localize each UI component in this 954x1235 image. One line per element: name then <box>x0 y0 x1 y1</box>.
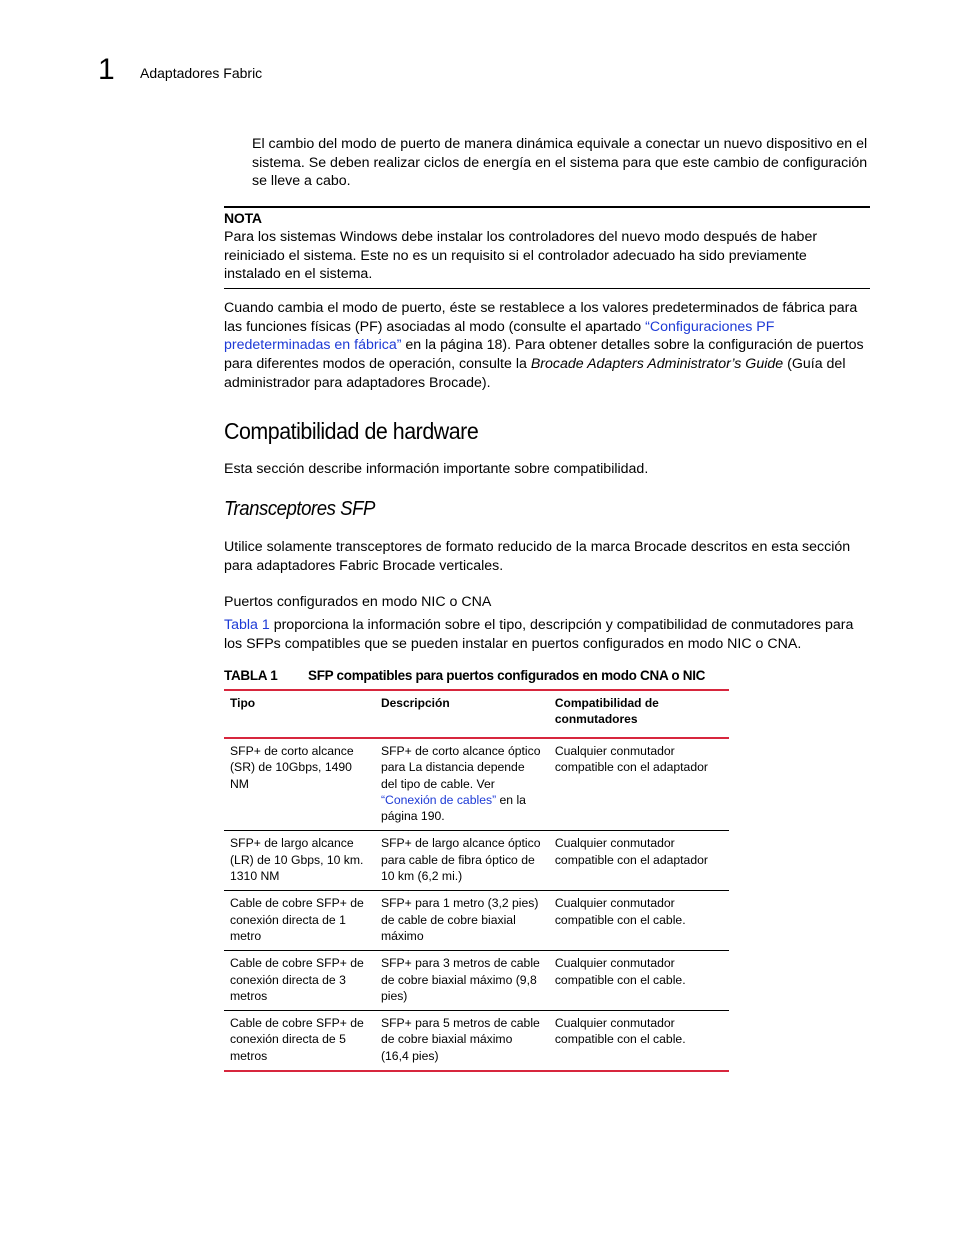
section-heading: Compatibilidad de hardware <box>224 418 479 444</box>
section-intro: Esta sección describe información importante sobre compatibilidad. <box>224 461 649 477</box>
cell-descripcion: SFP+ de largo alcance óptico para cable de fibra óptico de 10 km (6,2 mi.) <box>375 831 549 891</box>
cell-descripcion: SFP+ para 3 metros de cable de cobre biaxial máximo (9,8 pies) <box>375 951 549 1011</box>
para-text: en la página 18). Para obtener detalles sobre la configuración de puertos para diferentes modos de operación, consulte la <box>224 337 864 373</box>
subsubsection-heading: Puertos configurados en modo NIC o CNA <box>224 594 492 610</box>
cable-connection-link[interactable]: “Conexión de cables” <box>380 792 497 807</box>
cell-descripcion: SFP+ para 1 metro (3,2 pies) de cable de cobre biaxial máximo <box>375 891 549 951</box>
port-mode-paragraph <box>224 299 874 393</box>
para-text: Cuando cambia el modo de puerto, éste se restablece a los valores predeterminados de fábrica para las funciones físicas (PF) asociadas al modo (consulte el apartado <box>224 300 858 335</box>
column-header-tipo: Tipo <box>224 690 375 738</box>
cell-descripcion: SFP+ para 5 metros de cable de cobre biaxial máximo (16,4 pies) <box>375 1011 549 1071</box>
note-label: NOTA <box>224 210 262 226</box>
column-header-compatibilidad: Compatibilidad de conmutadores <box>549 690 729 738</box>
table-caption-title: SFP compatibles para puertos configurados en modo CNA o NIC <box>308 668 706 683</box>
note-text: Para los sistemas Windows debe instalar los controladores del nuevo modo después de haber reiniciado el sistema. Este no es un requisito si el controlador adecuado ha sido previamente instalado en el sistema. <box>224 229 818 283</box>
chapter-title: Adaptadores Fabric <box>140 65 263 81</box>
column-header-descripcion: Descripción <box>375 690 549 738</box>
chapter-number: 1 <box>98 53 115 86</box>
cell-compatibilidad: Cualquier conmutador compatible con el adaptador <box>549 831 729 891</box>
table-row <box>224 951 729 1011</box>
table-caption <box>224 668 705 683</box>
cell-tipo: SFP+ de largo alcance (LR) de 10 Gbps, 10 km. 1310 NM <box>224 831 375 891</box>
cell-text: en la página 190. <box>380 792 526 824</box>
cell-tipo: SFP+ de corto alcance (SR) de 10Gbps, 1490 NM <box>224 738 375 831</box>
table-reference-paragraph <box>224 616 874 653</box>
table-row <box>224 1011 729 1071</box>
table-row <box>224 891 729 951</box>
cell-compatibilidad: Cualquier conmutador compatible con el cable. <box>549 891 729 951</box>
cell-compatibilidad: Cualquier conmutador compatible con el cable. <box>549 1011 729 1071</box>
table-1-link[interactable]: Tabla 1 <box>224 617 270 633</box>
para-text: (Guía del administrador para adaptadores Brocade). <box>224 356 846 391</box>
cell-compatibilidad: Cualquier conmutador compatible con el adaptador <box>549 738 729 831</box>
table-row <box>224 738 729 831</box>
sfp-table <box>224 689 729 1072</box>
subsection-intro: Utilice solamente transceptores de formato reducido de la marca Brocade descritos en esta sección para adaptadores Fabric Brocade verticales. <box>224 539 851 574</box>
note-top-rule <box>224 206 870 208</box>
subsection-heading: Transceptores SFP <box>224 498 375 520</box>
table-row <box>224 831 729 891</box>
cell-tipo: Cable de cobre SFP+ de conexión directa de 5 metros <box>224 1011 375 1071</box>
table-caption-number: TABLA 1 <box>224 668 278 683</box>
cell-tipo: Cable de cobre SFP+ de conexión directa de 1 metro <box>224 891 375 951</box>
para-text: proporciona la información sobre el tipo, descripción y compatibilidad de conmutadores para los SFPs compatibles que se pueden instalar en puertos configurados en modo NIC o CNA. <box>224 617 854 652</box>
cell-compatibilidad: Cualquier conmutador compatible con el cable. <box>549 951 729 1011</box>
pf-defaults-link[interactable]: “Configuraciones PF predeterminadas en fábrica” <box>224 318 775 354</box>
note-bottom-rule <box>224 288 870 289</box>
cell-descripcion <box>375 738 549 831</box>
intro-paragraph: El cambio del modo de puerto de manera dinámica equivale a conectar un nuevo dispositivo en el sistema. Se deben realizar ciclos de energía en el sistema para que este cambio de configuración se lleve a cabo. <box>252 136 868 190</box>
guide-title: Brocade Adapters Administrator’s Guide <box>530 356 784 373</box>
cell-text: SFP+ de corto alcance óptico para La distancia depende del tipo de cable. Ver <box>380 744 541 791</box>
cell-tipo: Cable de cobre SFP+ de conexión directa de 3 metros <box>224 951 375 1011</box>
